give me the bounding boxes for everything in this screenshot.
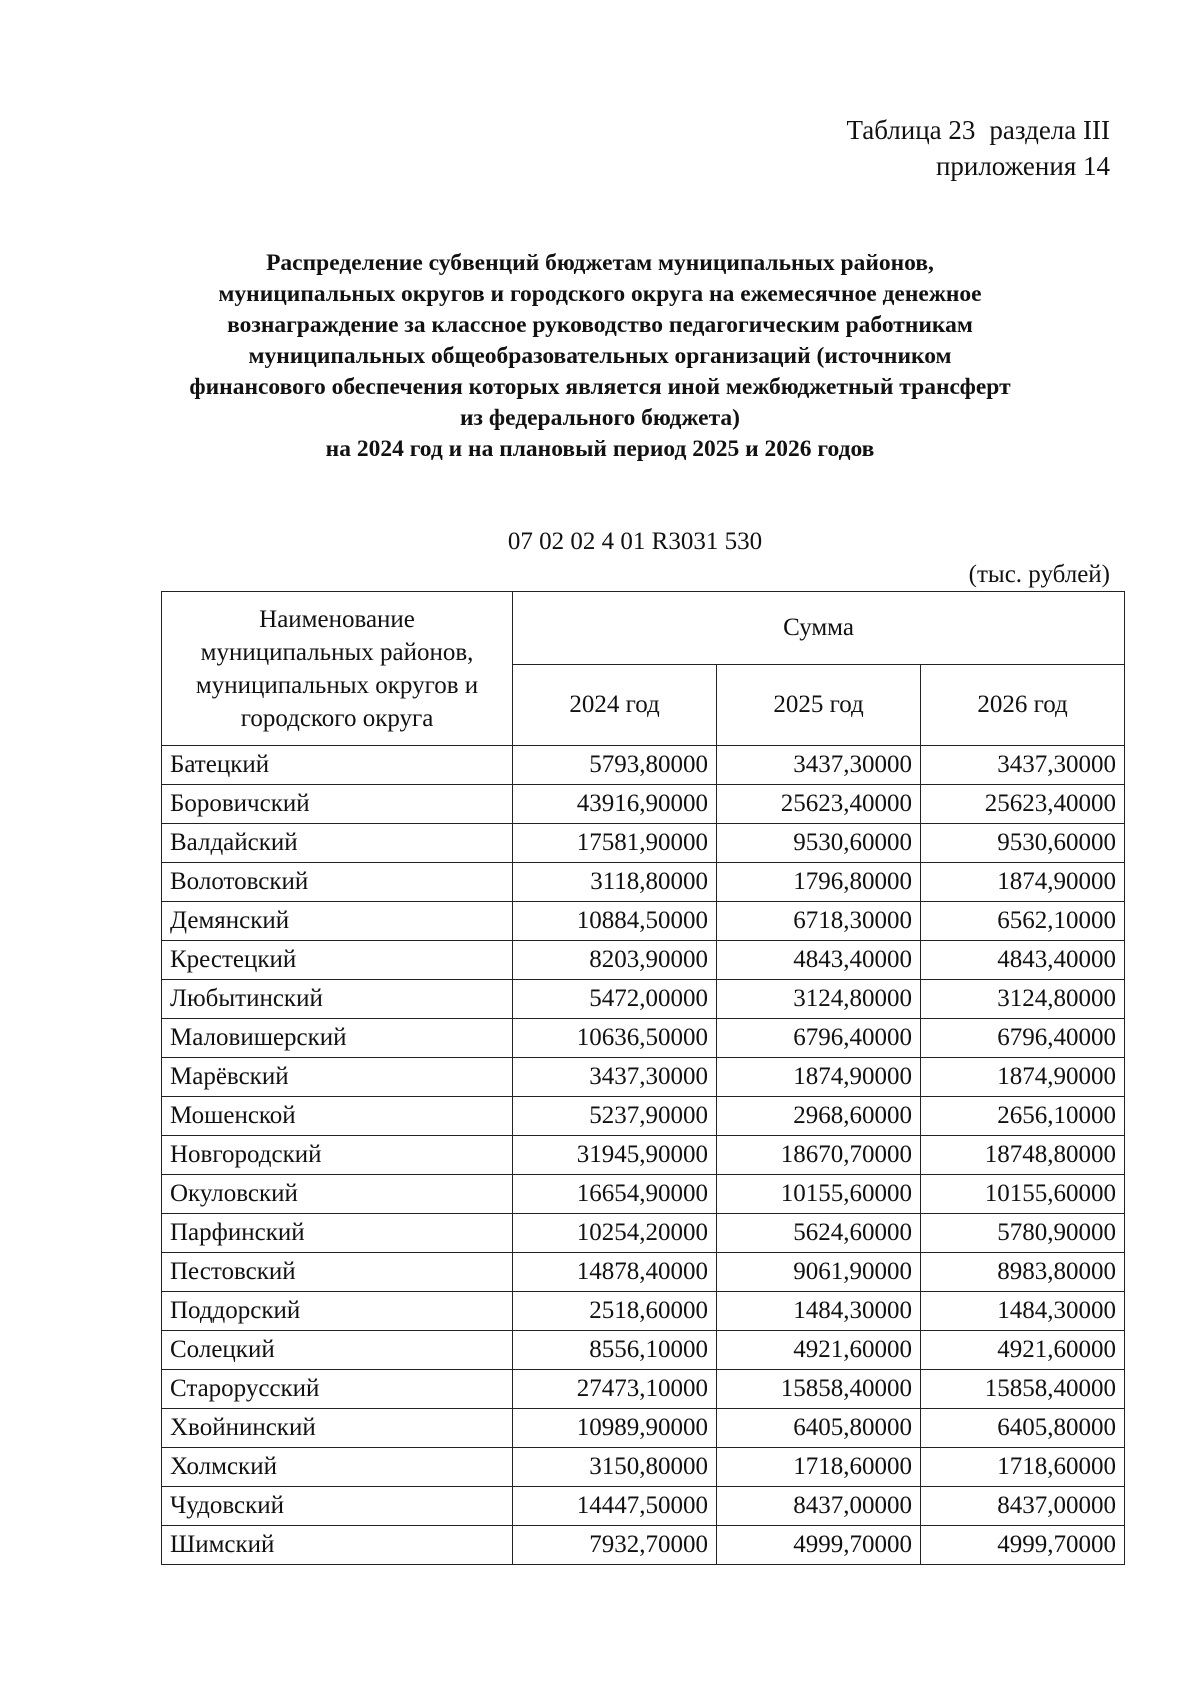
value-2025-cell: 2968,60000 bbox=[717, 1097, 921, 1136]
value-2025-cell: 5624,60000 bbox=[717, 1214, 921, 1253]
table-row bbox=[162, 824, 1125, 863]
district-name-cell: Батецкий bbox=[162, 746, 513, 785]
value-2024-cell: 5472,00000 bbox=[513, 980, 717, 1019]
table-row bbox=[162, 1526, 1125, 1565]
title-line: муниципальных общеобразовательных организаций (источником bbox=[248, 343, 952, 369]
value-2026-cell: 4921,60000 bbox=[921, 1331, 1125, 1370]
table-row bbox=[162, 1448, 1125, 1487]
district-name-cell: Мошенской bbox=[162, 1097, 513, 1136]
value-2024-cell: 8203,90000 bbox=[513, 941, 717, 980]
value-2024-cell: 16654,90000 bbox=[513, 1175, 717, 1214]
value-2026-cell: 8983,80000 bbox=[921, 1253, 1125, 1292]
district-name-cell: Шимский bbox=[162, 1526, 513, 1565]
value-2025-cell: 1874,90000 bbox=[717, 1058, 921, 1097]
document-title bbox=[150, 248, 1050, 465]
table-row bbox=[162, 746, 1125, 785]
table-row bbox=[162, 1253, 1125, 1292]
table-row bbox=[162, 1331, 1125, 1370]
value-2026-cell: 5780,90000 bbox=[921, 1214, 1125, 1253]
column-header-sum: Сумма bbox=[513, 592, 1125, 665]
table-row bbox=[162, 1370, 1125, 1409]
value-2026-cell: 4999,70000 bbox=[921, 1526, 1125, 1565]
value-2026-cell: 18748,80000 bbox=[921, 1136, 1125, 1175]
table-row bbox=[162, 1409, 1125, 1448]
district-name-cell: Хвойнинский bbox=[162, 1409, 513, 1448]
district-name-cell: Парфинский bbox=[162, 1214, 513, 1253]
value-2025-cell: 6718,30000 bbox=[717, 902, 921, 941]
value-2024-cell: 2518,60000 bbox=[513, 1292, 717, 1331]
subvention-table bbox=[161, 591, 1125, 1565]
value-2026-cell: 4843,40000 bbox=[921, 941, 1125, 980]
value-2026-cell: 25623,40000 bbox=[921, 785, 1125, 824]
table-row bbox=[162, 1175, 1125, 1214]
district-name-cell: Марёвский bbox=[162, 1058, 513, 1097]
value-2025-cell: 3124,80000 bbox=[717, 980, 921, 1019]
district-name-cell: Валдайский bbox=[162, 824, 513, 863]
district-name-cell: Крестецкий bbox=[162, 941, 513, 980]
table-row bbox=[162, 785, 1125, 824]
column-header-2025: 2025 год bbox=[717, 665, 921, 746]
district-name-cell: Демянский bbox=[162, 902, 513, 941]
value-2025-cell: 8437,00000 bbox=[717, 1487, 921, 1526]
value-2026-cell: 3437,30000 bbox=[921, 746, 1125, 785]
table-row bbox=[162, 902, 1125, 941]
title-line: на 2024 год и на плановый период 2025 и 2026 годов bbox=[325, 436, 875, 462]
reference-appendix: приложения 14 bbox=[935, 151, 1110, 181]
table-body bbox=[162, 746, 1125, 1565]
value-2025-cell: 9061,90000 bbox=[717, 1253, 921, 1292]
district-name-cell: Пестовский bbox=[162, 1253, 513, 1292]
value-2026-cell: 1718,60000 bbox=[921, 1448, 1125, 1487]
value-2026-cell: 15858,40000 bbox=[921, 1370, 1125, 1409]
value-2024-cell: 10636,50000 bbox=[513, 1019, 717, 1058]
value-2024-cell: 31945,90000 bbox=[513, 1136, 717, 1175]
value-2025-cell: 3437,30000 bbox=[717, 746, 921, 785]
value-2026-cell: 6405,80000 bbox=[921, 1409, 1125, 1448]
value-2024-cell: 3150,80000 bbox=[513, 1448, 717, 1487]
value-2025-cell: 15858,40000 bbox=[717, 1370, 921, 1409]
district-name-cell: Окуловский bbox=[162, 1175, 513, 1214]
value-2026-cell: 9530,60000 bbox=[921, 824, 1125, 863]
value-2026-cell: 6562,10000 bbox=[921, 902, 1125, 941]
budget-code: 07 02 02 4 01 R3031 530 bbox=[507, 528, 763, 555]
title-line: финансового обеспечения которых является иной межбюджетный трансферт bbox=[189, 374, 1011, 400]
table-row bbox=[162, 1136, 1125, 1175]
district-name-cell: Солецкий bbox=[162, 1331, 513, 1370]
value-2024-cell: 10254,20000 bbox=[513, 1214, 717, 1253]
title-line: вознаграждение за классное руководство педагогическим работникам bbox=[227, 312, 973, 338]
value-2024-cell: 43916,90000 bbox=[513, 785, 717, 824]
value-2024-cell: 7932,70000 bbox=[513, 1526, 717, 1565]
value-2026-cell: 1484,30000 bbox=[921, 1292, 1125, 1331]
value-2025-cell: 18670,70000 bbox=[717, 1136, 921, 1175]
title-line: Распределение субвенций бюджетам муниципальных районов, bbox=[266, 250, 934, 276]
value-2026-cell: 6796,40000 bbox=[921, 1019, 1125, 1058]
value-2026-cell: 2656,10000 bbox=[921, 1097, 1125, 1136]
value-2025-cell: 6796,40000 bbox=[717, 1019, 921, 1058]
value-2024-cell: 14447,50000 bbox=[513, 1487, 717, 1526]
reference-section: раздела III bbox=[989, 115, 1110, 145]
title-line: из федерального бюджета) bbox=[459, 405, 740, 431]
value-2026-cell: 8437,00000 bbox=[921, 1487, 1125, 1526]
value-2024-cell: 27473,10000 bbox=[513, 1370, 717, 1409]
district-name-cell: Боровичский bbox=[162, 785, 513, 824]
value-2024-cell: 8556,10000 bbox=[513, 1331, 717, 1370]
value-2025-cell: 4843,40000 bbox=[717, 941, 921, 980]
column-header-name: Наименование муниципальных районов, муниципальных округов и городского округа bbox=[162, 592, 513, 746]
value-2024-cell: 5237,90000 bbox=[513, 1097, 717, 1136]
table-row bbox=[162, 1058, 1125, 1097]
value-2024-cell: 3437,30000 bbox=[513, 1058, 717, 1097]
table-row bbox=[162, 1097, 1125, 1136]
district-name-cell: Волотовский bbox=[162, 863, 513, 902]
table-row bbox=[162, 1019, 1125, 1058]
district-name-cell: Новгородский bbox=[162, 1136, 513, 1175]
value-2025-cell: 1796,80000 bbox=[717, 863, 921, 902]
table-row bbox=[162, 1487, 1125, 1526]
value-2025-cell: 6405,80000 bbox=[717, 1409, 921, 1448]
district-name-cell: Старорусский bbox=[162, 1370, 513, 1409]
value-2024-cell: 14878,40000 bbox=[513, 1253, 717, 1292]
column-header-2026: 2026 год bbox=[921, 665, 1125, 746]
value-2024-cell: 3118,80000 bbox=[513, 863, 717, 902]
district-name-cell: Холмский bbox=[162, 1448, 513, 1487]
value-2024-cell: 10989,90000 bbox=[513, 1409, 717, 1448]
column-header-2024: 2024 год bbox=[513, 665, 717, 746]
district-name-cell: Чудовский bbox=[162, 1487, 513, 1526]
value-2025-cell: 1484,30000 bbox=[717, 1292, 921, 1331]
title-line: муниципальных округов и городского округа на ежемесячное денежное bbox=[218, 281, 982, 307]
table-row bbox=[162, 980, 1125, 1019]
district-name-cell: Поддорский bbox=[162, 1292, 513, 1331]
value-2024-cell: 17581,90000 bbox=[513, 824, 717, 863]
table-row bbox=[162, 1292, 1125, 1331]
value-2026-cell: 3124,80000 bbox=[921, 980, 1125, 1019]
value-2026-cell: 10155,60000 bbox=[921, 1175, 1125, 1214]
value-2025-cell: 4921,60000 bbox=[717, 1331, 921, 1370]
table-row bbox=[162, 941, 1125, 980]
table-row bbox=[162, 1214, 1125, 1253]
value-2025-cell: 9530,60000 bbox=[717, 824, 921, 863]
table-row bbox=[162, 863, 1125, 902]
value-2024-cell: 10884,50000 bbox=[513, 902, 717, 941]
value-2025-cell: 10155,60000 bbox=[717, 1175, 921, 1214]
value-2026-cell: 1874,90000 bbox=[921, 863, 1125, 902]
district-name-cell: Любытинский bbox=[162, 980, 513, 1019]
value-2025-cell: 4999,70000 bbox=[717, 1526, 921, 1565]
value-2026-cell: 1874,90000 bbox=[921, 1058, 1125, 1097]
table-reference bbox=[846, 112, 1110, 184]
value-2025-cell: 25623,40000 bbox=[717, 785, 921, 824]
value-2025-cell: 1718,60000 bbox=[717, 1448, 921, 1487]
value-2024-cell: 5793,80000 bbox=[513, 746, 717, 785]
unit-label: (тыс. рублей) bbox=[968, 561, 1110, 588]
reference-table-number: Таблица 23 bbox=[846, 115, 976, 145]
district-name-cell: Маловишерский bbox=[162, 1019, 513, 1058]
